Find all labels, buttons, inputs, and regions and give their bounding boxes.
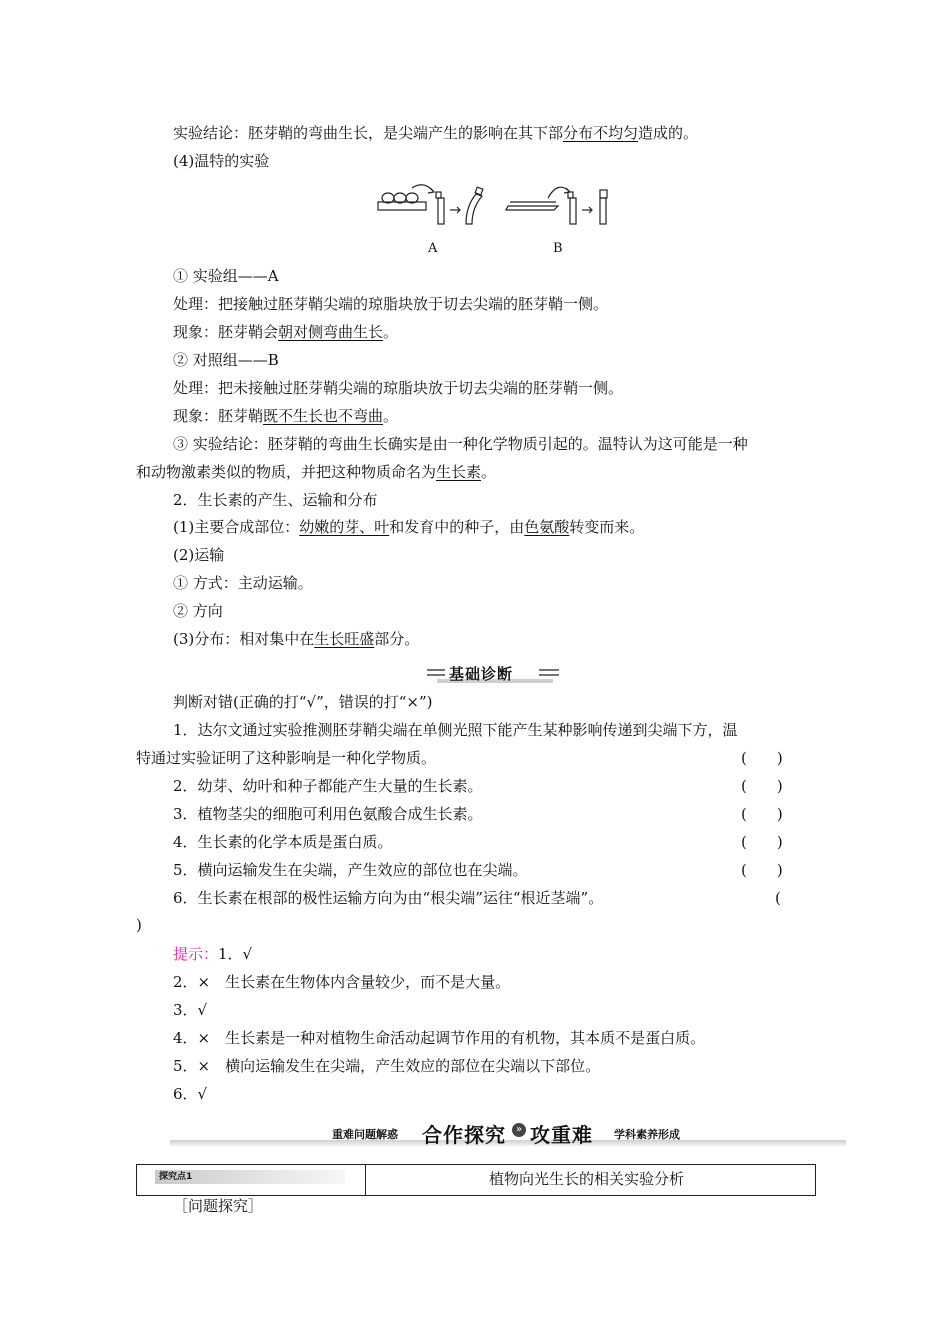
judge-instructions: 判断对错(正确的打“√”，错误的打“×”): [173, 693, 433, 711]
went-experiment-figure: [372, 182, 622, 252]
cooperative-inquiry-banner: [170, 1120, 846, 1152]
question-6: 6．生长素在根部的极性运输方向为由“根尖端”运往“根近茎端”。: [173, 889, 604, 907]
answer-3: 3．√: [173, 1001, 208, 1019]
exploration-point-box: [136, 1164, 816, 1196]
banner-right-text: 学科素养形成: [614, 1128, 680, 1141]
answer-5: 5．× 横向运输发生在尖端，产生效应的部位在尖端以下部位。: [173, 1057, 601, 1075]
underlined-answer: 生长素: [436, 463, 482, 481]
answer-blank-4: ( ): [741, 833, 783, 851]
hint-line: 提示：1．√: [173, 945, 253, 963]
experiment-phenomenon: 现象：胚芽鞘会朝对侧弯曲生长。: [173, 323, 399, 341]
heading-went-experiment: (4)温特的实验: [173, 152, 270, 170]
banner-title: 基础诊断: [449, 665, 514, 683]
went-conclusion-line1: ③ 实验结论：胚芽鞘的弯曲生长确实是由一种化学物质引起的。温特认为这可能是一种: [173, 435, 748, 453]
underlined-answer: 幼嫩的芽、叶: [299, 518, 390, 536]
experiment-treatment: 处理：把接触过胚芽鞘尖端的琼脂块放于切去尖端的胚芽鞘一侧。: [173, 295, 609, 313]
question-2: 2．幼芽、幼叶和种子都能产生大量的生长素。: [173, 777, 483, 795]
transport-direction: ② 方向: [173, 602, 223, 620]
question-3: 3．植物茎尖的细胞可利用色氨酸合成生长素。: [173, 805, 483, 823]
banner-main-text-2: 攻重难: [530, 1123, 593, 1147]
answer-blank-2: ( ): [741, 777, 783, 795]
hint-label: 提示：: [173, 945, 219, 963]
answer-blank-3: ( ): [741, 805, 783, 823]
control-treatment: 处理：把未接触过胚芽鞘尖端的琼脂块放于切去尖端的胚芽鞘一侧。: [173, 379, 624, 397]
question-1-line2: 特通过实验证明了这种影响是一种化学物质。: [136, 749, 437, 767]
answer-blank-1: ( ): [741, 749, 783, 767]
figure-a-agar-with-tips: [378, 185, 483, 224]
transport-heading: (2)运输: [173, 546, 225, 564]
answer-6: 6．√: [173, 1085, 208, 1103]
experiment-group: ① 实验组——A: [173, 267, 279, 285]
question-5: 5．横向运输发生在尖端，产生效应的部位也在尖端。: [173, 861, 528, 879]
banner-main-text-1: 合作探究: [422, 1123, 506, 1147]
answer-4: 4．× 生长素是一种对植物生命活动起调节作用的有机物，其本质不是蛋白质。: [173, 1029, 706, 1047]
question-4: 4．生长素的化学本质是蛋白质。: [173, 833, 393, 851]
box-divider: [365, 1165, 366, 1195]
exploration-tag: 探究点1: [155, 1170, 345, 1184]
banner-left-text: 重难问题解惑: [332, 1128, 398, 1141]
basic-diagnosis-banner: [427, 662, 559, 684]
control-phenomenon: 现象：胚芽鞘既不生长也不弯曲。: [173, 407, 399, 425]
underlined-answer: 朝对侧弯曲生长: [278, 323, 384, 341]
synthesis-site: (1)主要合成部位：幼嫩的芽、叶和发育中的种子，由色氨酸转变而来。: [173, 518, 645, 536]
answer-blank-5: ( ): [741, 861, 783, 879]
distribution: (3)分布：相对集中在生长旺盛部分。: [173, 630, 420, 648]
figure-label-b: B: [553, 241, 563, 256]
underlined-answer: 生长旺盛: [314, 630, 375, 648]
underlined-answer: 色氨酸: [524, 518, 570, 536]
conclusion-darwin: 实验结论：胚芽鞘的弯曲生长，是尖端产生的影响在其下部分布不均匀造成的。: [173, 124, 699, 142]
answer-blank-6-close: ): [136, 916, 142, 934]
underlined-answer: 既不生长也不弯曲: [263, 407, 384, 425]
question-1-line1: 1．达尔文通过实验推测胚芽鞘尖端在单侧光照下能产生某种影响传递到尖端下方，温: [173, 721, 738, 739]
question-inquiry-heading: ［问题探究］: [173, 1197, 264, 1215]
answer-2: 2．× 生长素在生物体内含量较少，而不是大量。: [173, 973, 511, 991]
figure-label-a: A: [428, 241, 438, 256]
answer-blank-6-open: (: [775, 889, 781, 907]
figure-b-plain-agar: [506, 187, 607, 224]
went-conclusion-line2: 和动物激素类似的物质，并把这种物质命名为生长素。: [136, 463, 497, 481]
banner-underbar: [170, 1140, 846, 1146]
section-heading-2: 2．生长素的产生、运输和分布: [173, 491, 378, 509]
exploration-title: 植物向光生长的相关实验分析: [489, 1170, 685, 1188]
control-group: ② 对照组——B: [173, 351, 279, 369]
underlined-answer: 分布不均匀: [563, 124, 639, 142]
double-chevron-icon: »: [512, 1123, 526, 1137]
transport-method: ① 方式：主动运输。: [173, 574, 313, 592]
